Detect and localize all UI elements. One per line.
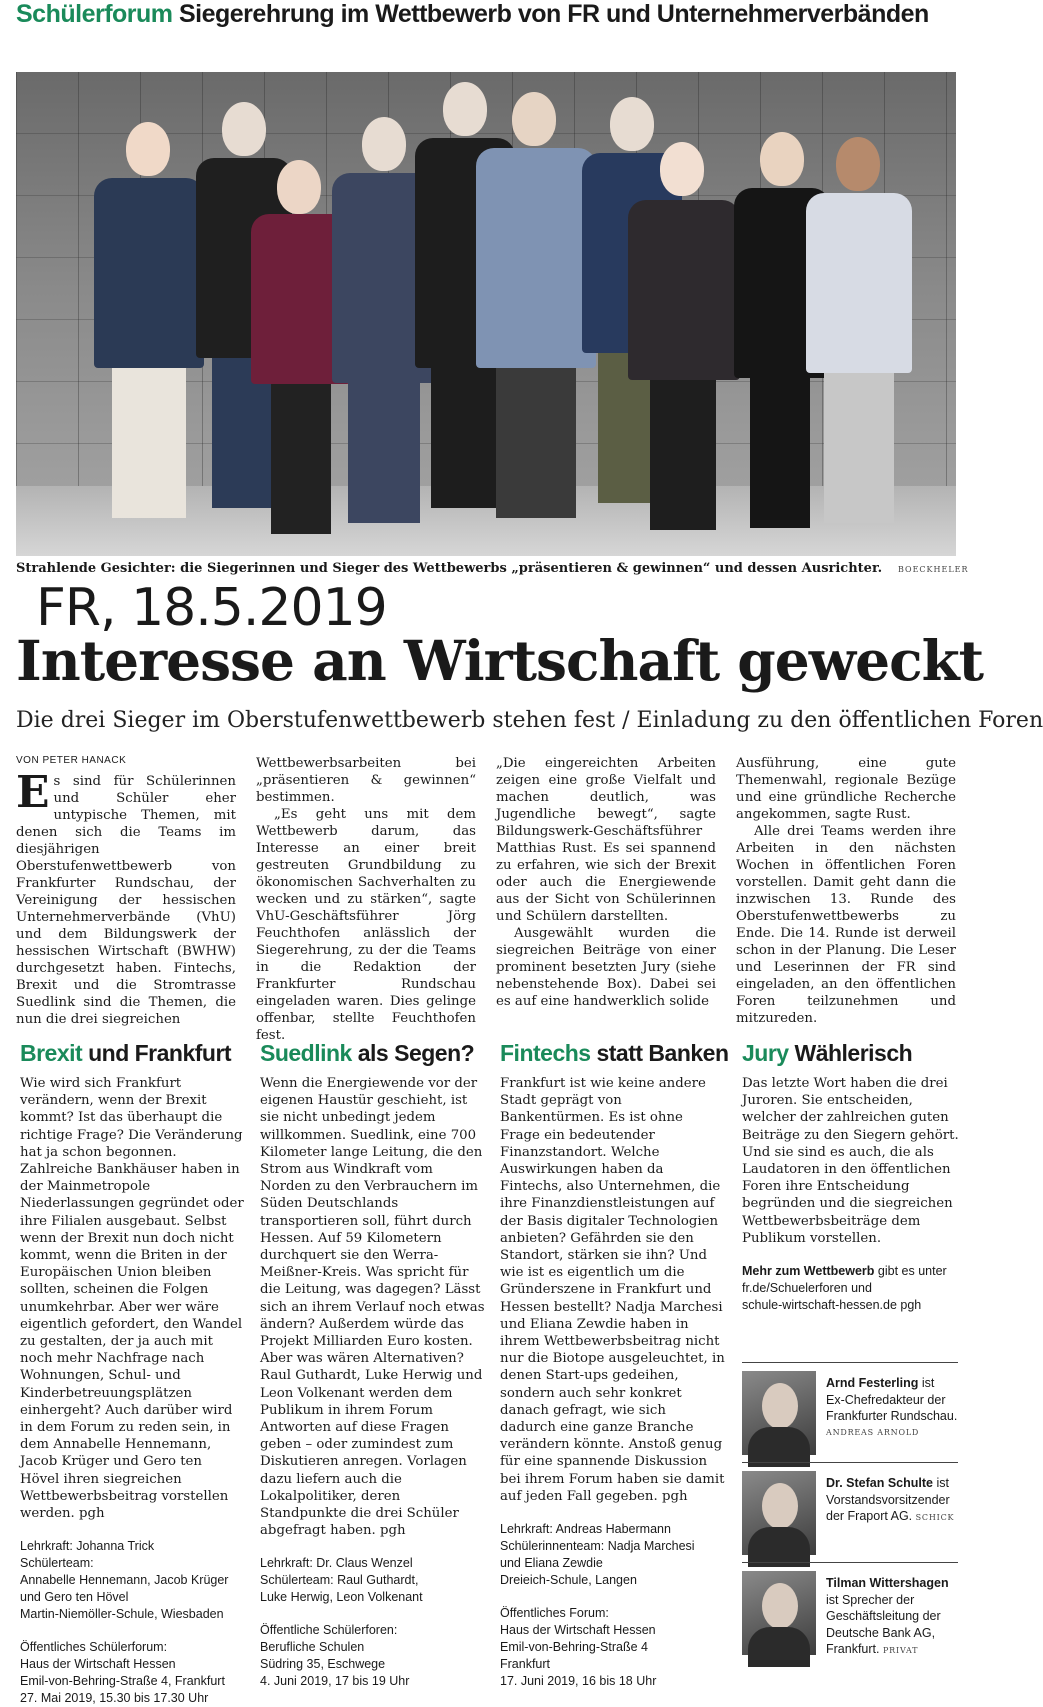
article-paragraph: „Es geht uns mit dem Wettbewerb darum, das Interesse an einer breit gestreuten Grundbildung zu ökonomischen Sachverhalten zu wecken und zu stärken“, sagte VhU-Geschäftsführer Jörg Feuchthofen anlässlich der Siegerehrung, zu der die Teams in die Redaktion der Frankfurter Rundschau eingeladen waren. Dies gelinge offenbar, stellte Feuchthofen fest.: [256, 807, 476, 1043]
jury-member-schulte: Dr. Stefan Schulte ist Vorstandsvorsitzender der Fraport AG. SCHICK: [742, 1462, 958, 1558]
photo-caption: Strahlende Gesichter: die Siegerinnen und Sieger des Wettbewerbs „präsentieren & gewinnen“ und dessen Ausrichter.: [16, 561, 883, 576]
box-team: Lehrkraft: Dr. Claus Wenzel Schülerteam: Raul Guthardt, Luke Herwig, Leon Volkenant: [260, 1556, 423, 1605]
article-paragraph: Ausgewählt wurden die siegreichen Beiträge von einer prominent besetzten Jury (siehe nebenstehende Box). Dabei sei es auf eine handwerklich solide: [496, 926, 716, 1009]
box-team: Lehrkraft: Johanna Trick Schülerteam: Annabelle Hennemann, Jacob Krüger und Gero ten Hövel Martin-Niemöller-Schule, Wiesbaden: [20, 1539, 229, 1622]
article-paragraph: Ausführung, eine gute Themenwahl, regionale Bezüge und eine gründliche Recherche angekommen, sagte Rust.: [736, 756, 956, 822]
portrait: [742, 1471, 816, 1555]
box-text: Frankfurt ist wie keine andere Stadt geprägt von Bankentürmen. Es ist ohne Frage ein bedeutender Finanzstandort. Welche Auswirkungen haben da Fintechs, also Unternehmen, die ihre Finanzdienstleistungen auf der Basis digitaler Technologien anbieten? Gefährden sie den Standort, stärken sie ihn? Und wie ist es eigentlich um die Gründerszene in Frankfurt und Hessen bestellt? Nadja Marchesi und Eliana Zewdie haben in ihrem Wettbewerbsbeitrag nicht nur die Biotope ausgeleuchtet, in denen Start-ups gedeihen, sondern auch sehr konkret danach gefragt, wie sich dadurch eine ganze Branche verändern könnte. Anstoß genug für eine spannende Diskussion bei ihrem Forum haben sie damit auf jeden Fall gegeben. pgh: [500, 1076, 725, 1504]
box-title: Fintechs statt Banken: [500, 1040, 729, 1066]
article-paragraph: Alle drei Teams werden ihre Arbeiten in den nächsten Wochen in öffentlichen Foren vorstellen. Damit geht dann die inzwischen 13. Runde des Oberstufenwettbewerbs zu Ende. Die 14. Runde ist derweil schon in der Planung. Die Leser und Leserinnen der FR sind eingeladen, an den öffentlichen Foren teilzunehmen und mitzureden.: [736, 824, 956, 1026]
more-info: Mehr zum Wettbewerb gibt es unter fr.de/Schuelerforen und schule-wirtschaft-hessen.de pgh: [742, 1263, 972, 1314]
photo-credit: BOECKHELER: [898, 565, 969, 574]
portrait: [742, 1571, 816, 1655]
portrait-credit: PRIVAT: [882, 1646, 919, 1655]
kicker-section-label: Schülerforum: [16, 0, 173, 28]
dateline: FR, 18.5.2019: [36, 578, 387, 638]
info-box-fintechs: [500, 1040, 729, 1689]
box-forum: Öffentliches Schülerforum: Haus der Wirtschaft Hessen Emil-von-Behring-Straße 4, Frankfurt 27. Mai 2019, 15.30 bis 17.30 Uhr: [20, 1640, 225, 1706]
article-paragraph: Wettbewerbsarbeiten bei „präsentieren & gewinnen“ bestimmen.: [256, 756, 476, 805]
link-schule-wirtschaft: schule-wirtschaft-hessen.de pgh: [742, 1298, 922, 1312]
jury-member-wittershagen: Tilman Wittershagen ist Sprecher der Geschäftsleitung der Deutsche Bank AG, Frankfurt. PRIVAT: [742, 1562, 958, 1662]
box-title: Brexit und Frankfurt: [20, 1040, 232, 1066]
article-column-1: [16, 767, 236, 1027]
box-text: Wie wird sich Frankfurt verändern, wenn der Brexit kommt? Ist das überhaupt die richtige Frage? Die Veränderung hat ja schon begonnen. Zahlreiche Bankhäuser haben in der Mainmetropole Niederlassungen gegründet oder ihre Filialen ausgebaut. Selbst wenn der Brexit nun doch nicht kommt, wenn die Briten in der Europäischen Union bleiben sollten, scheinen die Folgen unumkehrbar. Aber wer wäre eigentlich gefordert, den Wandel zu gestalten, der ja auch mit noch mehr Nachfrage nach Wohnungen, Schul- und Kinderbetreuungsplätzen einhergeht? Auch darüber wird in dem Forum zu reden sein, in dem Annabelle Hennemann, Jacob Krüger und Gero ten Hövel ihren siegreichen Wettbewerbsbeitrag vorstellen werden. pgh: [20, 1076, 244, 1522]
article-text-1: s sind für Schülerinnen und Schüler eher untypische Themen, mit denen sich die Teams im diesjährigen Oberstufenwettbewerb von Frankfurter Rundschau, der Vereinigung der hessischen Unternehmerverbände (VhU) und dem Bildungswerk der hessischen Wirtschaft (BWHW) durchgesetzt haben. Fintechs, Brexit und die Stromtrasse Suedlink sind die Themen, die nun die drei siegreichen: [16, 774, 236, 1027]
box-text: Wenn die Energiewende vor der eigenen Haustür geschieht, ist sie nicht unbedingt jedem willkommen. Suedlink, eine 700 Kilometer lange Leitung, die den Strom aus Windkraft vom Norden zu den Verbrauchern im Süden Deutschlands transportieren soll, führt durch Hessen. Auf 59 Kilometern durchquert sie den Werra-Meißner-Kreis. Was spricht für die Leitung, was dagegen? Lässt sich an ihrem Verlauf noch etwas ändern? Außerdem würde das Projekt Milliarden Euro kosten. Aber was wären Alternativen? Raul Guthardt, Luke Herwig und Leon Volkenant werden dem Publikum in ihrem Forum Antworten auf diese Fragen geben – oder zumindest zum Diskutieren anregen. Vorlagen dazu liefern auch die Lokalpolitiker, deren Standpunkte die drei Schüler abgefragt haben. pgh: [260, 1076, 485, 1539]
box-title: Jury Wählerisch: [742, 1040, 913, 1066]
group-photo: [16, 72, 956, 556]
link-schuelerforen: fr.de/Schuelerforen und: [742, 1281, 872, 1295]
info-box-jury: [742, 1040, 967, 1260]
section-kicker: [16, 0, 1026, 29]
byline: VON PETER HANACK: [16, 755, 127, 766]
subheadline: Die drei Sieger im Oberstufenwettbewerb stehen fest / Einladung zu den öffentlichen Foren: [16, 708, 1043, 733]
article-paragraph: „Die eingereichten Arbeiten zeigen eine große Vielfalt und machen deutlich, was Jugendliche bewegt“, sagte Bildungswerk-Geschäftsführer Matthias Rust. Es sei spannend zu erfahren, wie sich der Brexit oder auch die Energiewende aus der Sicht von Schülerinnen und Schülern darstellten.: [496, 756, 716, 924]
article-column-4: [736, 755, 956, 1026]
info-box-brexit: [20, 1040, 245, 1706]
kicker-topic: Siegerehrung im Wettbewerb von FR und Unternehmerverbänden: [178, 0, 929, 28]
portrait: [742, 1371, 816, 1455]
box-forum: Öffentliches Forum: Haus der Wirtschaft Hessen Emil-von-Behring-Straße 4 Frankfurt 17. Juni 2019, 16 bis 18 Uhr: [500, 1606, 657, 1689]
portrait-credit: SCHICK: [915, 1513, 955, 1522]
info-box-suedlink: [260, 1040, 485, 1689]
article-column-2: [256, 755, 476, 1043]
box-forum: Öffentliche Schülerforen: Berufliche Schulen Südring 35, Eschwege 4. Juni 2019, 17 bis 19 Uhr: [260, 1623, 410, 1689]
jury-member-festerling: Arnd Festerling ist Ex-Chefredakteur der Frankfurter Rundschau. ANDREAS ARNOLD: [742, 1362, 958, 1458]
headline: Interesse an Wirtschaft geweckt: [16, 628, 984, 693]
box-text: Das letzte Wort haben die drei Juroren. Sie entscheiden, welcher der zahlreichen guten Beiträge zu den Siegern gehört. Und sie sind es auch, die als Laudatoren in den öffentlichen Foren ihre Entscheidung begründen und die siegreichen Wettbewerbsbeiträge dem Publikum vorstellen.: [742, 1076, 959, 1246]
box-title: Suedlink als Segen?: [260, 1040, 475, 1066]
article-column-3: [496, 755, 716, 1009]
portrait-credit: ANDREAS ARNOLD: [826, 1427, 920, 1437]
dropcap: E: [16, 767, 50, 818]
box-team: Lehrkraft: Andreas Habermann Schülerinnenteam: Nadja Marchesi und Eliana Zewdie Dreieich-Schule, Langen: [500, 1522, 695, 1588]
